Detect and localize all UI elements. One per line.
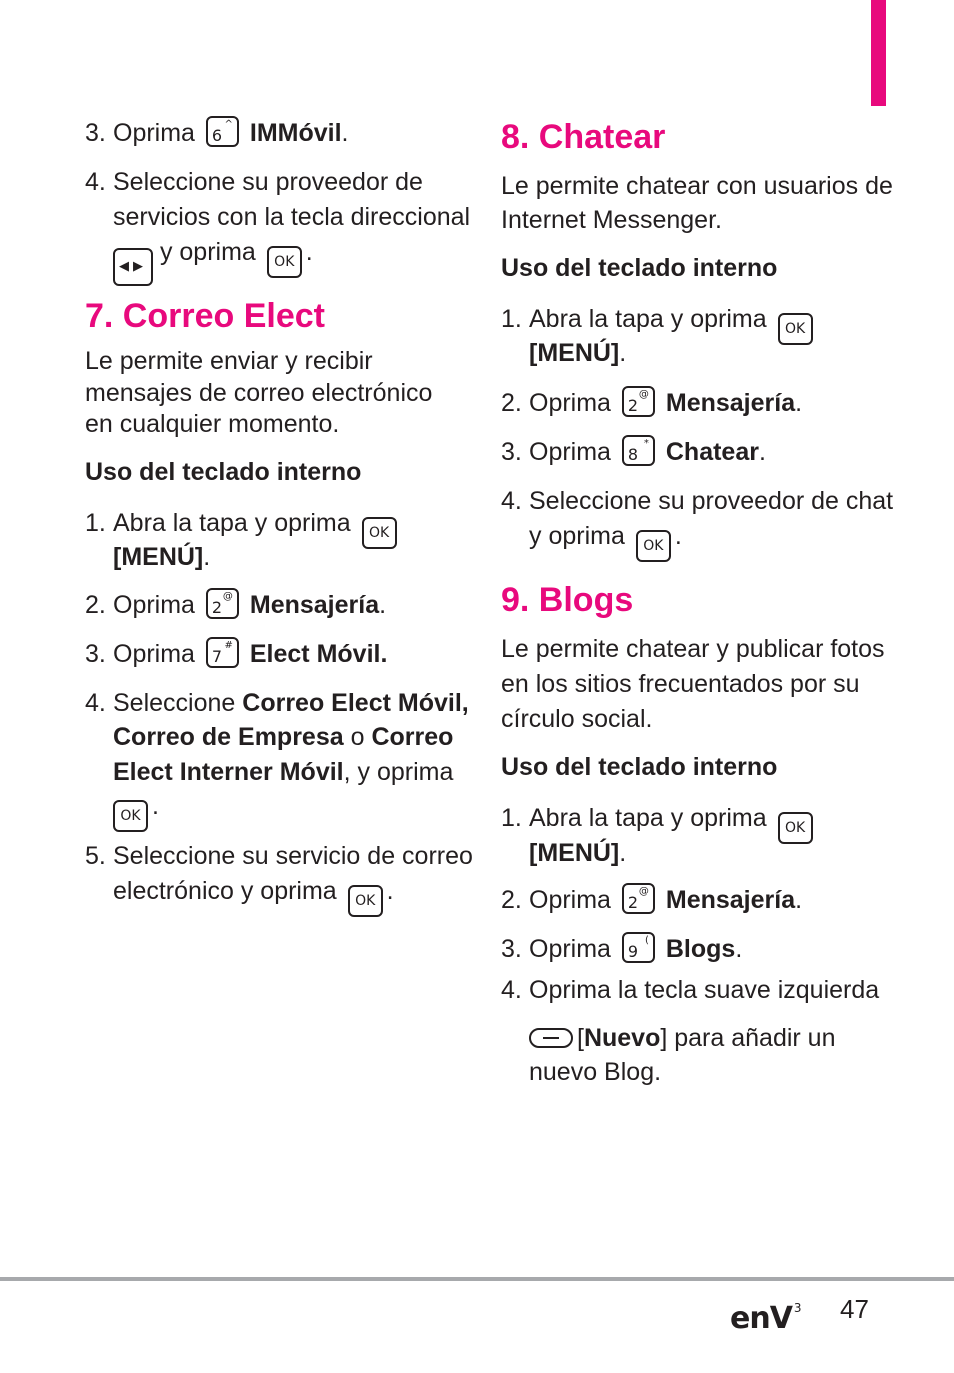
key-8-icon [622,435,655,466]
text-line: Seleccione su proveedor de [113,168,423,196]
text-line: 6 [211,126,223,145]
text-line [501,973,879,1007]
footer-rule [0,1277,954,1281]
text-line: 1. [85,509,106,537]
text-line: . [305,238,313,266]
text-line: . [152,792,159,820]
navigation-key-icon: ◀▶ [113,248,153,286]
text-line: Mensajería [665,886,796,914]
text-line: 9 [627,942,639,961]
text-line [501,484,893,518]
key-2-icon [622,883,655,914]
text-line: Seleccione su proveedor de chat [529,487,894,515]
text-line: Oprima [113,119,195,147]
text-line: . [674,522,682,550]
text-line: Chatear [665,438,759,466]
text-line: 3 [793,1301,801,1315]
correo-subtitle: Uso del teclado interno [85,458,362,486]
text-line: 2. [501,886,522,914]
text-line: 1. [501,804,522,832]
key-2-icon [622,386,655,417]
text-line: IMMóvil [249,119,342,147]
text-line: [MENÚ] [529,839,620,867]
text-line [501,836,626,870]
text-line: . [758,438,766,466]
text-line: Correo Elect Móvil, [242,689,469,717]
text-line: Oprima [113,640,195,668]
text-line: en cualquier momento. [85,410,340,438]
text-line [501,336,626,370]
text-line: Oprima [529,389,611,417]
chapter-tab-marker [871,0,886,106]
text-line: ( [645,935,649,946]
text-line: Oprima [113,591,195,619]
correo-step-3 [85,637,387,671]
text-line: . [735,935,743,963]
ok-key-icon: OK [362,517,397,549]
text-line: Oprima [529,886,611,914]
text-line: 1. [501,305,522,333]
text-line: [ [577,1024,584,1052]
text-line [85,686,469,720]
text-line: . [795,886,803,914]
text-line: # [224,640,233,651]
text-line: . [795,389,803,417]
text-line: Le permite chatear y publicar fotos [501,635,885,663]
text-line [85,874,394,917]
text-line: en los sitios frecuentados por su [501,670,860,698]
step-3-immovil [85,116,349,150]
text-line: Le permite enviar y recibir [85,347,373,375]
text-line: [MENÚ] [113,543,204,571]
text-line: Correo [371,723,454,751]
text-line: , y oprima [343,758,454,786]
text-line [85,235,313,286]
text-line: @ [638,389,649,400]
ok-key-icon: OK [348,885,383,917]
text-line [501,519,682,562]
text-line: Correo de Empresa [113,723,344,751]
page-number: 47 [840,1294,869,1324]
text-line: 2. [85,591,106,619]
text-line [85,789,159,832]
text-line: 5. [85,842,106,870]
text-line: Abra la tapa y oprima [113,509,351,537]
text-line [85,720,453,754]
text-line: Abra la tapa y oprima [529,804,767,832]
text-line: círculo social. [501,705,653,733]
text-line: 4. [501,487,522,515]
text-line: . [619,339,627,367]
text-line: ] para añadir un [660,1024,836,1052]
ok-key-icon: OK [636,530,671,562]
text-line: Abra la tapa y oprima [529,305,767,333]
text-line: mensajes de correo electrónico [85,379,433,407]
chatear-step-3 [501,435,766,469]
text-line: servicios con la tecla direccional [113,203,471,231]
correo-step-2 [85,588,386,622]
text-line: Nuevo [583,1024,661,1052]
text-line: [MENÚ] [529,339,620,367]
text-line: . [386,877,394,905]
text-line: y oprima [529,522,625,550]
ok-key-icon: OK [267,246,302,278]
text-line: 2 [627,893,639,912]
blogs-step-3 [501,932,742,966]
chatear-subtitle: Uso del teclado interno [501,254,778,282]
left-soft-key-icon [529,1028,573,1048]
text-line: 3. [85,640,106,668]
text-line: 7 [211,647,223,666]
text-line: 4. [501,976,522,1004]
text-line [85,755,453,789]
text-line: Mensajería [665,389,796,417]
text-line: Seleccione [113,689,236,717]
key-2-icon [206,588,239,619]
text-line: Oprima [529,438,611,466]
ok-key-icon: OK [778,313,813,345]
section-title-blogs: 9. Blogs [501,581,634,619]
text-line: electrónico y oprima [113,877,337,905]
key-9-icon [622,932,655,963]
text-line: * [643,438,649,449]
text-line: @ [222,591,233,602]
env3-logo [730,1290,801,1337]
text-line: nuevo Blog. [529,1058,662,1086]
text-line: Elect Interner Móvil [113,758,344,786]
text-line: . [341,119,349,147]
blogs-subtitle: Uso del teclado interno [501,753,778,781]
text-line: ^ [224,119,233,130]
text-line: 4. [85,168,106,196]
text-line: 2. [501,389,522,417]
text-line: 3. [85,119,106,147]
text-line: 2 [627,396,639,415]
text-line: Oprima [529,935,611,963]
ok-key-icon: OK [113,800,148,832]
text-line: 3. [501,935,522,963]
text-line: . [379,591,387,619]
text-line: 8 [627,445,639,464]
blogs-step-2 [501,883,802,917]
text-line: Elect Móvil. [249,640,388,668]
text-line: Mensajería [249,591,380,619]
text-line [85,165,423,199]
text-line: @ [638,886,649,897]
text-line: Blogs [665,935,736,963]
text-line: Internet Messenger. [501,206,722,234]
text-line: 3. [501,438,522,466]
key-7-icon [206,637,239,668]
text-line [501,1021,835,1055]
text-line: Oprima la tecla suave izquierda [529,976,880,1004]
text-line: Le permite chatear con usuarios de [501,172,893,200]
section-title-chatear: 8. Chatear [501,118,666,156]
text-line: . [203,543,211,571]
text-line: enV [730,1301,792,1336]
key-6-icon [206,116,239,147]
text-line [85,540,210,574]
ok-key-icon: OK [778,812,813,844]
text-line: y oprima [159,238,256,266]
chatear-step-2 [501,386,802,420]
text-line: 4. [85,689,106,717]
text-line: Seleccione su servicio de correo [113,842,473,870]
text-line: o [350,723,365,751]
text-line: 2 [211,598,223,617]
text-line: . [619,839,627,867]
section-title-correo-elect: 7. Correo Elect [85,297,325,335]
text-line [85,839,473,873]
